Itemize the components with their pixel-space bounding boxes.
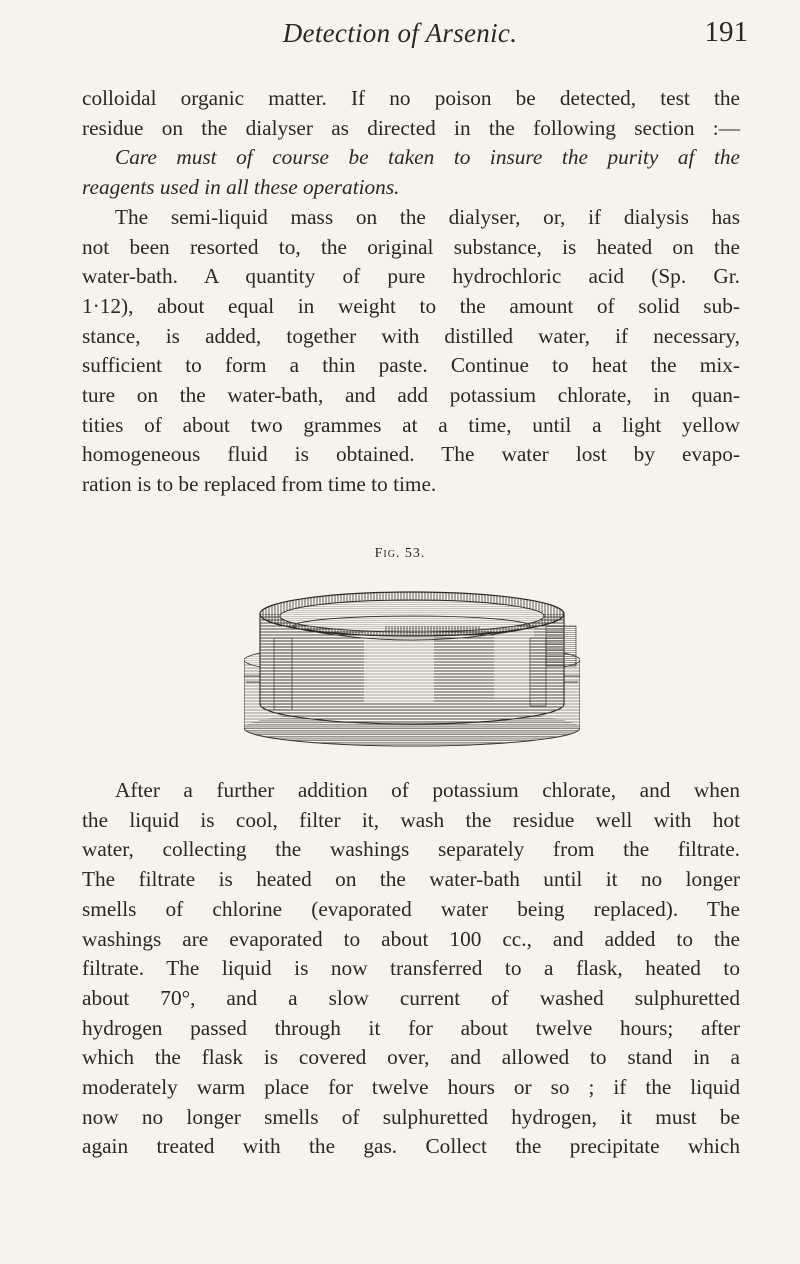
text-line: Care must of course be taken to insure the purity af the	[115, 145, 740, 170]
text-line: homogeneous fluid is obtained. The water lost by evapo-	[82, 442, 740, 467]
page-number: 191	[704, 16, 748, 48]
paragraph-1	[82, 84, 740, 500]
paragraph-2	[82, 776, 740, 1162]
text-line: filtrate. The liquid is now transferred to a flask, heated to	[82, 956, 740, 981]
text-line: water-bath. A quantity of pure hydrochloric acid (Sp. Gr.	[82, 264, 740, 289]
text-line: the liquid is cool, filter it, wash the residue well with hot	[82, 807, 740, 832]
text-line: washings are evaporated to about 100 cc., and added to the	[82, 926, 740, 951]
running-title: Detection of Arsenic.	[282, 18, 518, 48]
text-line: hydrogen passed through it for about twelve hours; after	[82, 1015, 740, 1040]
text-line: water, collecting the washings separately from the filtrate.	[82, 837, 740, 862]
text-line: again treated with the gas. Collect the precipitate which	[82, 1134, 740, 1159]
dialyser-illustration	[244, 568, 580, 748]
text-line: ration is to be replaced from time to time.	[82, 472, 437, 497]
text-line: residue on the dialyser as directed in the following section :—	[82, 115, 740, 140]
text-line: smells of chlorine (evaporated water being replaced). The	[82, 896, 740, 921]
text-line: stance, is added, together with distilled water, if necessary,	[82, 323, 740, 348]
text-line: reagents used in all these operations.	[82, 175, 400, 200]
page-header	[0, 14, 800, 58]
text-line: moderately warm place for twelve hours or so ; if the liquid	[82, 1075, 740, 1100]
text-line: which the flask is covered over, and allowed to stand in a	[82, 1045, 740, 1070]
text-line: The filtrate is heated on the water-bath until it no longer	[82, 867, 740, 892]
text-line: not been resorted to, the original substance, is heated on the	[82, 234, 740, 259]
text-line: colloidal organic matter. If no poison be detected, test the	[82, 86, 740, 110]
text-line: 1·12), about equal in weight to the amount of solid sub-	[82, 293, 740, 318]
text-line: The semi-liquid mass on the dialyser, or, if dialysis has	[115, 204, 740, 229]
text-line: sufficient to form a thin paste. Continue to heat the mix-	[82, 353, 740, 378]
text-line: now no longer smells of sulphuretted hydrogen, it must be	[82, 1104, 740, 1129]
figure-label: Fig. 53.	[374, 546, 426, 561]
text-line: about 70°, and a slow current of washed sulphuretted	[82, 985, 740, 1010]
text-line: tities of about two grammes at a time, until a light yellow	[82, 412, 740, 437]
text-line: After a further addition of potassium chlorate, and when	[115, 778, 740, 802]
text-line: ture on the water-bath, and add potassium chlorate, in quan-	[82, 383, 740, 408]
